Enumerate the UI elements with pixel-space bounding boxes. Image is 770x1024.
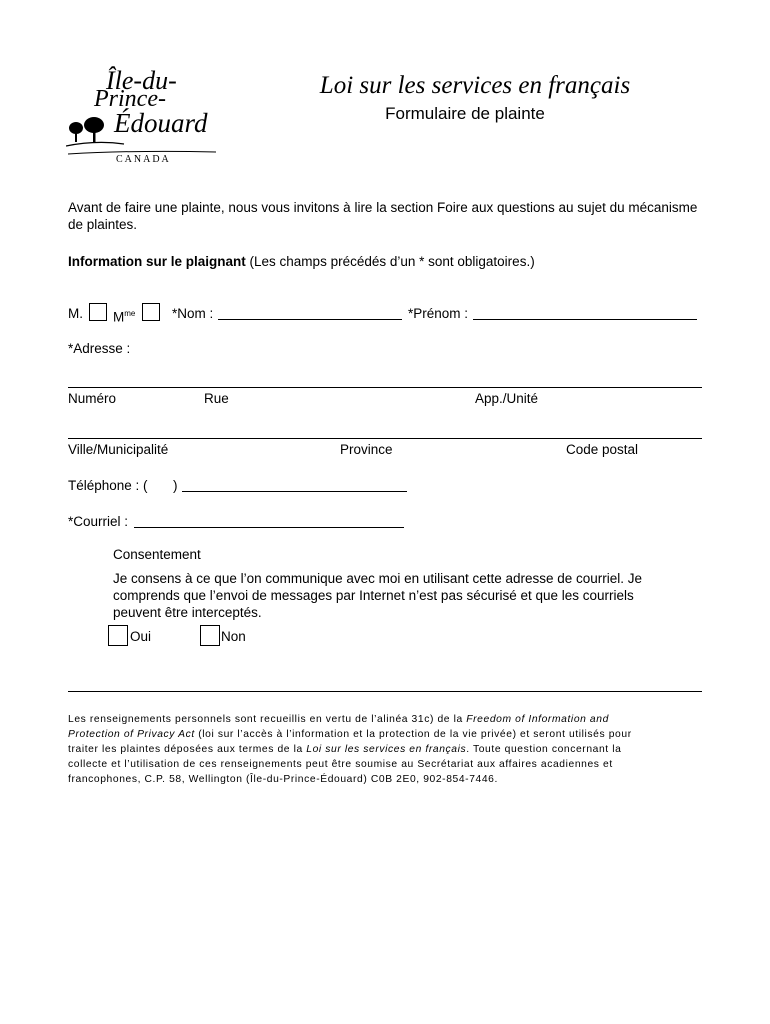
mrs-checkbox[interactable] xyxy=(142,303,160,321)
privacy-notice-part-3: . Toute question concernant la collecte et l’utilisation de ces renseignements peut être soumise au Secrétariat aux affaires acadiennes et francophones, C.P. 58, Wellington (Île-du-Prince-Édouard) C0B 2E0, 902-854-7446. xyxy=(68,744,622,785)
privacy-act-name: Freedom of Information and Protection of Privacy Act xyxy=(68,714,609,740)
pei-logo xyxy=(66,66,226,170)
province-label: Province xyxy=(340,442,393,457)
consent-no-checkbox[interactable] xyxy=(200,625,220,646)
ville-label: Ville/Municipalité xyxy=(68,442,169,457)
mrs-label-text: M xyxy=(113,309,125,325)
address-label: *Adresse : xyxy=(68,341,131,356)
section-heading xyxy=(68,253,535,270)
nom-input[interactable] xyxy=(218,306,402,320)
mrs-label xyxy=(113,305,135,326)
address-line-1-input[interactable] xyxy=(68,387,702,388)
consent-text: Je consens à ce que l’on communique avec moi en utilisant cette adresse de courriel. Je comprends que l’envoi de messages par Internet n’est pas sécurisé et que les courriels peuvent être interceptés. xyxy=(113,571,643,620)
trees-icon xyxy=(66,116,126,152)
email-label: *Courriel : xyxy=(68,514,129,529)
phone-input[interactable] xyxy=(182,478,407,492)
phone-area-code-input[interactable] xyxy=(150,477,172,491)
logo-line-1: Île-du- xyxy=(106,66,177,95)
section-heading-bold: Information sur le plaignant xyxy=(68,254,246,269)
privacy-notice xyxy=(68,712,658,787)
rue-label: Rue xyxy=(204,391,229,406)
address-line-2-input[interactable] xyxy=(68,438,702,439)
code-postal-label: Code postal xyxy=(566,442,639,457)
email-input[interactable] xyxy=(134,514,404,528)
intro-text: Avant de faire une plainte, nous vous invitons à lire la section Foire aux questions au sujet du mécanisme de plaintes. xyxy=(68,200,698,232)
privacy-notice-part-2: (loi sur l’accès à l’information et la protection de la vie privée) et seront utilisés pour traiter les plaintes déposées aux termes de la xyxy=(68,729,632,755)
app-label: App./Unité xyxy=(475,391,539,406)
footer-divider xyxy=(68,691,702,692)
consent-no-label: Non xyxy=(221,629,246,644)
numero-label: Numéro xyxy=(68,391,117,406)
phone-label: Téléphone : ( xyxy=(68,478,148,493)
mr-label: M. xyxy=(68,306,83,321)
consent-yes-label: Oui xyxy=(130,629,152,644)
prenom-label: *Prénom : xyxy=(408,306,469,321)
page-title: Loi sur les services en français xyxy=(319,72,631,99)
mr-checkbox[interactable] xyxy=(89,303,107,321)
law-name: Loi sur les services en français xyxy=(306,744,467,755)
logo-country: CANADA xyxy=(116,154,171,165)
privacy-notice-part-1: Les renseignements personnels sont recueillis en vertu de l’alinéa 31c) de la xyxy=(68,714,467,725)
page-subtitle: Formulaire de plainte xyxy=(385,104,545,123)
section-note: (Les champs précédés d’un * sont obligatoires.) xyxy=(249,254,535,269)
prenom-input[interactable] xyxy=(473,306,697,320)
logo-line-2: Prince- xyxy=(94,86,166,112)
mrs-label-sup: me xyxy=(124,309,136,318)
logo-line-3: Édouard xyxy=(114,108,208,138)
consent-yes-checkbox[interactable] xyxy=(108,625,128,646)
nom-label: *Nom : xyxy=(172,306,214,321)
phone-close-paren: ) xyxy=(173,478,178,493)
consent-title: Consentement xyxy=(113,547,201,562)
